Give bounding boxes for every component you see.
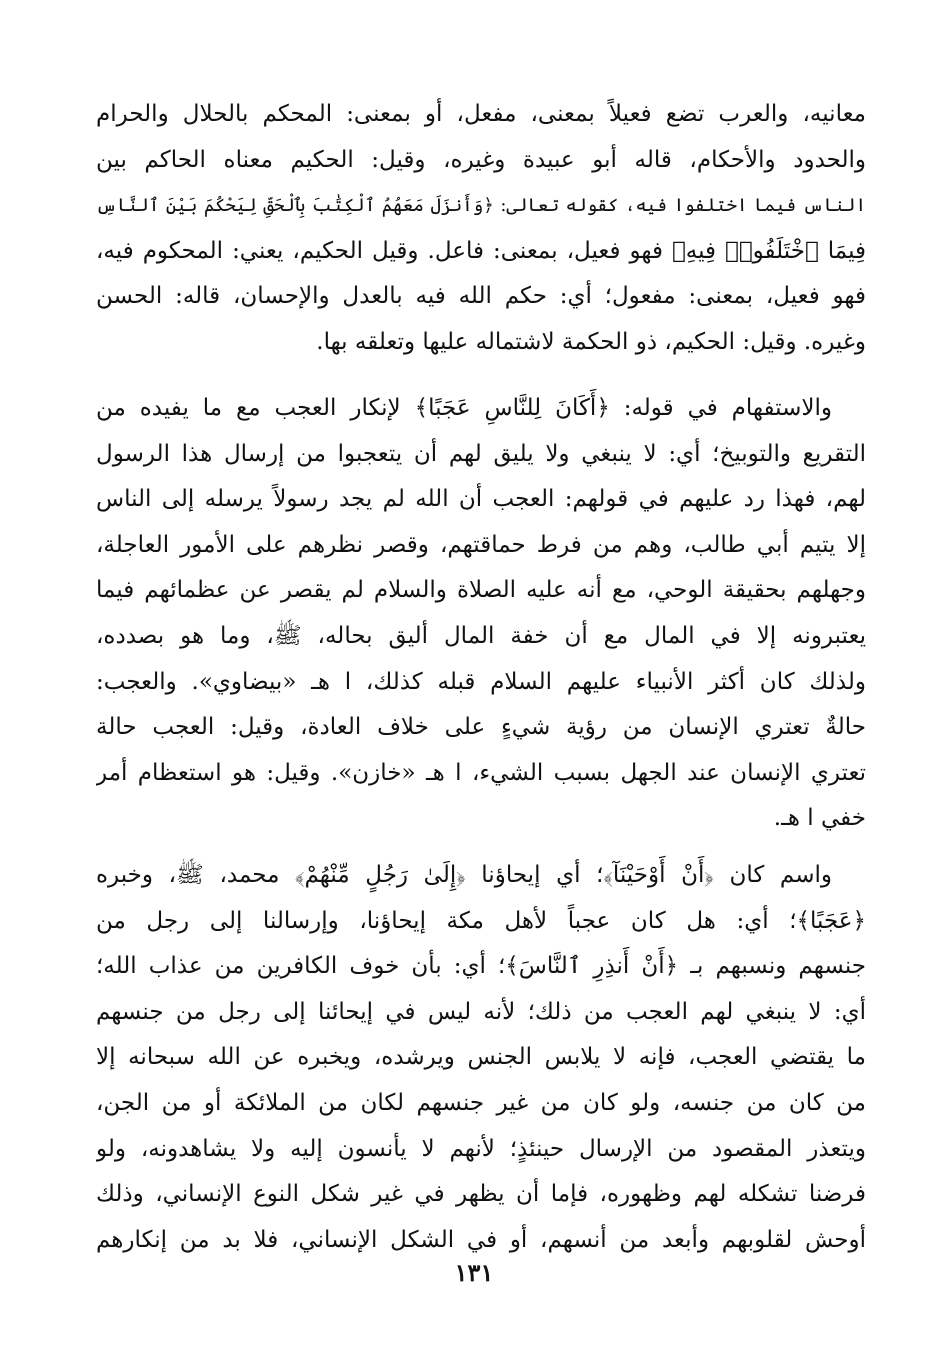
text-line: ما يقتضي العجب، فإنه لا يلابس الجنس ويرشده، ويخبره عن الله سبحانه إلا [96,1044,866,1071]
text-line: فهو فعيل، بمعنى: مفعول؛ أي: حكم الله فيه بالعدل والإحسان، قاله: الحسن [96,283,866,310]
paragraph-3 [96,853,866,1263]
text-line: تعتري الإنسان عند الجهل بسبب الشيء، ا هـ «خازن». وقيل: هو استعظام أمر [96,759,866,786]
text-line: ولذلك كان أكثر الأنبياء عليهم السلام قبله كذلك، ا هـ «بيضاوي». والعجب: [96,668,866,695]
text-line: خفي ا هـ. [773,805,866,832]
text-line: فرضنا تشكله لهم وظهوره، فإما أن يظهر في غير شكل النوع الإنساني، وذلك [96,1181,866,1208]
paragraph-2 [96,386,866,842]
text-line: وغيره. وقيل: الحكيم، ذو الحكمة لاشتماله عليها وتعلقه بها. [316,328,866,355]
text-line: فِيمَا ٱخْتَلَفُوا۟ فِيهِ﴾ فهو فعيل، بمعنى: فاعل. وقيل الحكيم، يعني: المحكوم فيه، [96,237,866,264]
page-number: ١٣١ [454,1258,494,1287]
text-line: لهم، فهذا رد عليهم في قولهم: العجب أن الله لم يجد رسولاً يرسله إلى الناس [96,486,866,513]
text-line: جنسهم ونسبهم بـ ﴿أَنْ أَنذِرِ ٱلنَّاسَ﴾؛ أي: بأن خوف الكافرين من عذاب الله؛ [96,953,866,980]
text-line: أي: لا ينبغي لهم العجب من ذلك؛ لأنه ليس في إيحائنا إلى رجل من جنسهم [96,998,866,1025]
text-line: يعتبرونه إلا في المال مع أن خفة المال أليق بحاله، ﷺ، وما هو بصدده، [96,622,866,649]
text-line: التقريع والتوبيخ؛ أي: لا ينبغي ولا يليق لهم أن يتعجبوا من إرسال هذا الرسول [96,440,866,467]
text-line: واسم كان ﴿أَنْ أَوْحَيْنَآ﴾؛ أي إيحاؤنا ﴿إِلَىٰ رَجُلٍ مِّنْهُمْ﴾ محمد، ﷺ، وخبره [96,862,832,888]
text-line: الناس فيما اختلفوا فيه، كقوله تعالى: ﴿وَأَنزَلَ مَعَهُمُ ٱلْكِتَٰبَ بِٱلْحَقِّ لِيَحْكُمَ بَيْنَ ٱلنَّاسِ [96,195,866,217]
text-line: وجهلهم بحقيقة الوحي، مع أنه عليه الصلاة والسلام لم يقصر عن عظمائهم فيما [96,577,866,604]
text-line: والاستفهام في قوله: ﴿أَكَانَ لِلنَّاسِ عَجَبًا﴾ لإنكار العجب مع ما يفيده من [96,395,832,421]
text-line: ﴿عَجَبًا﴾؛ أي: هل كان عجباً لأهل مكة إيحاؤنا، وإرسالنا إلى رجل من [96,907,866,934]
text-line: أوحش لقلوبهم وأبعد من أنسهم، أو في الشكل الإنساني، فلا بد من إنكارهم [96,1226,866,1253]
text-line: معانيه، والعرب تضع فعيلاً بمعنى، مفعل، أو بمعنى: المحكم بالحلال والحرام [96,101,866,127]
text-line: والحدود والأحكام، قاله أبو عبيدة وغيره، وقيل: الحكيم معناه الحاكم بين [96,146,866,173]
text-line: ويتعذر المقصود من الإرسال حينئذٍ؛ لأنهم لا يأنسون إليه ولا يشاهدونه، ولو [96,1135,866,1162]
text-line: إلا يتيم أبي طالب، وهم من فرط حماقتهم، وقصر نظرهم على الأمور العاجلة، [96,531,866,558]
paragraph-1 [96,92,866,366]
text-line: حالةٌ تعتري الإنسان من رؤية شيءٍ على خلاف العادة، وقيل: العجب حالة [96,714,866,741]
text-line: من كان من جنسه، ولو كان من غير جنسهم لكان من الملائكة أو من الجن، [96,1089,866,1116]
